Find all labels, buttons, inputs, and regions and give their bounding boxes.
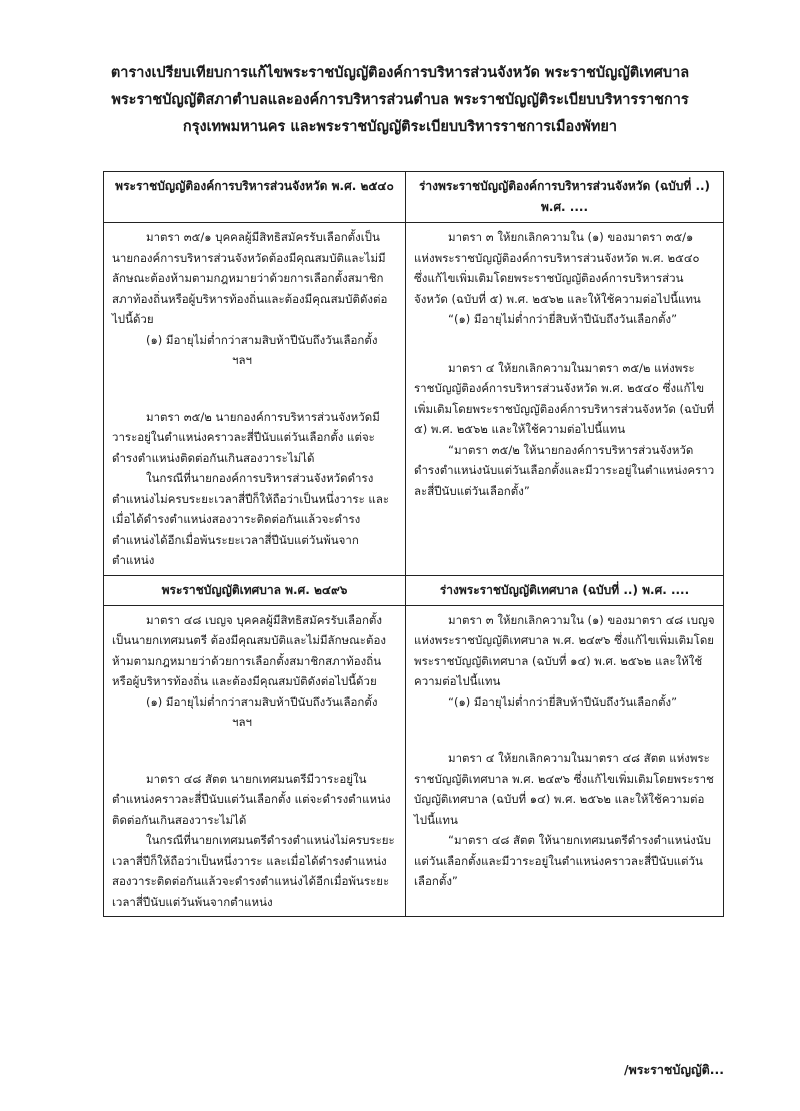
section1-left-cell	[104, 223, 406, 576]
comparison-table	[103, 171, 724, 917]
section1-left-a-etc: ฯลฯ	[232, 353, 252, 367]
section1-header-row	[104, 172, 724, 223]
section1-body-row	[104, 223, 724, 576]
section1-right-a-para: มาตรา ๓ ให้ยกเลิกความใน (๑) ของมาตรา ๓๕/๑ แห่งพระราชบัญญัติองค์การบริหารส่วนจังหวัด พ.ศ. ๒๕๔๐ ซึ่งแก้ไขเพิ่มเติมโดยพระราชบัญญัติองค์การบริหารส่วนจังหวัด (ฉบับที่ ๕) พ.ศ. ๒๕๖๒ และให้ใช้ความต่อไปนี้แทน	[414, 230, 701, 306]
section2-left-b-para1: มาตรา ๔๘ สัตต นายกเทศมนตรีมีวาระอยู่ในตำแหน่งคราวละสี่ปีนับแต่วันเลือกตั้ง แต่จะดำรงตำแหน่งติดต่อกันเกินสองวาระไม่ได้	[112, 771, 391, 827]
title-line-2: พระราชบัญญัติสภาตำบลและองค์การบริหารส่วนตำบล พระราชบัญญัติระเบียบบริหารราชการ	[111, 92, 689, 108]
section2-left-b-para2: ในกรณีที่นายกเทศมนตรีดำรงตำแหน่งไม่ครบระยะเวลาสี่ปีก็ให้ถือว่าเป็นหนึ่งวาระ และเมื่อได้ดำรงตำแหน่งสองวาระติดต่อกันแล้วจะดำรงตำแหน่งได้อีกเมื่อพ้นระยะเวลาสี่ปีนับแต่วันพ้นจากตำแหน่ง	[112, 833, 395, 909]
section1-left-b-para2: ในกรณีที่นายกองค์การบริหารส่วนจังหวัดดำรงตำแหน่งไม่ครบระยะเวลาสี่ปีก็ให้ถือว่าเป็นหนึ่งวาระ และเมื่อได้ดำรงตำแหน่งสองวาระติดต่อกันแล้วจะดำรงตำแหน่งได้อีกเมื่อพ้นระยะเวลาสี่ปีนับแต่วันพ้นจากตำแหน่ง	[112, 471, 390, 567]
section2-right-header: ร่างพระราชบัญญัติเทศบาล (ฉบับที่ ..) พ.ศ. ....	[406, 575, 724, 605]
section2-left-header: พระราชบัญญัติเทศบาล พ.ศ. ๒๔๙๖	[104, 575, 406, 605]
section2-left-a-etc: ฯลฯ	[232, 715, 252, 729]
section1-right-cell	[406, 223, 724, 576]
section2-right-b-para: มาตรา ๔ ให้ยกเลิกความในมาตรา ๔๘ สัตต แห่งพระราชบัญญัติเทศบาล พ.ศ. ๒๔๙๖ ซึ่งแก้ไขเพิ่มเติมโดยพระราชบัญญัติเทศบาล (ฉบับที่ ๑๔) พ.ศ. ๒๕๖๒ และให้ใช้ความต่อไปนี้แทน	[414, 751, 714, 827]
section2-left-a-item: (๑) มีอายุไม่ต่ำกว่าสามสิบห้าปีนับถึงวันเลือกตั้ง	[146, 694, 378, 709]
section1-left-a-para: มาตรา ๓๕/๑ บุคคลผู้มีสิทธิสมัครรับเลือกตั้งเป็นนายกองค์การบริหารส่วนจังหวัดต้องมีคุณสมบัติและไม่มีลักษณะต้องห้ามตามกฎหมายว่าด้วยการเลือกตั้งสมาชิกสภาท้องถิ่นหรือผู้บริหารท้องถิ่นและต้องมีคุณสมบัติดังต่อไปนี้ด้วย	[112, 230, 388, 326]
section2-right-b-quote: “มาตรา ๔๘ สัตต ให้นายกเทศมนตรีดำรงตำแหน่งนับแต่วันเลือกตั้งและมีวาระอยู่ในตำแหน่งคราวละสี่ปีนับแต่วันเลือกตั้ง”	[414, 833, 711, 888]
section1-right-header: ร่างพระราชบัญญัติองค์การบริหารส่วนจังหวัด (ฉบับที่ ..) พ.ศ. ....	[406, 172, 724, 223]
section2-body-row	[104, 605, 724, 917]
title-line-3: กรุงเทพมหานคร และพระราชบัญญัติระเบียบบริหารราชการเมืองพัทยา	[182, 119, 618, 135]
section2-right-a-para: มาตรา ๓ ให้ยกเลิกความใน (๑) ของมาตรา ๔๘ เบญจ แห่งพระราชบัญญัติเทศบาล พ.ศ. ๒๔๙๖ ซึ่งแก้ไขเพิ่มเติมโดยพระราชบัญญัติเทศบาล (ฉบับที่ ๑๔) พ.ศ. ๒๕๖๒ และให้ใช้ความต่อไปนี้แทน	[414, 612, 715, 688]
section1-right-b-quote: “มาตรา ๓๕/๒ ให้นายกองค์การบริหารส่วนจังหวัดดำรงตำแหน่งนับแต่วันเลือกตั้งและมีวาระอยู่ในตำแหน่งคราวละสี่ปีนับแต่วันเลือกตั้ง”	[414, 442, 715, 498]
section1-left-header: พระราชบัญญัติองค์การบริหารส่วนจังหวัด พ.ศ. ๒๕๔๐	[104, 172, 406, 223]
document-title	[70, 60, 730, 141]
section2-header-row	[104, 575, 724, 605]
section2-right-a-quote: “(๑) มีอายุไม่ต่ำกว่ายี่สิบห้าปีนับถึงวันเลือกตั้ง”	[448, 694, 678, 709]
section2-left-cell	[104, 605, 406, 917]
section1-right-a-quote: “(๑) มีอายุไม่ต่ำกว่ายี่สิบห้าปีนับถึงวันเลือกตั้ง”	[448, 312, 678, 326]
section2-left-a-para: มาตรา ๔๘ เบญจ บุคคลผู้มีสิทธิสมัครรับเลือกตั้งเป็นนายกเทศมนตรี ต้องมีคุณสมบัติและไม่มีลักษณะต้องห้ามตามกฎหมายว่าด้วยการเลือกตั้งสมาชิกสภาท้องถิ่นหรือผู้บริหารท้องถิ่น และต้องมีคุณสมบัติดังต่อไปนี้ด้วย	[112, 612, 386, 688]
continued-footer: /พระราชบัญญัติ...	[623, 1062, 724, 1077]
section1-right-b-para: มาตรา ๔ ให้ยกเลิกความในมาตรา ๓๕/๒ แห่งพระราชบัญญัติองค์การบริหารส่วนจังหวัด พ.ศ. ๒๕๔๐ ซึ่งแก้ไขเพิ่มเติมโดยพระราชบัญญัติองค์การบริหารส่วนจังหวัด (ฉบับที่ ๕) พ.ศ. ๒๕๖๒ และให้ใช้ความต่อไปนี้แทน	[414, 360, 715, 436]
section2-right-cell	[406, 605, 724, 917]
section1-left-a-item: (๑) มีอายุไม่ต่ำกว่าสามสิบห้าปีนับถึงวันเลือกตั้ง	[146, 332, 378, 347]
title-line-1: ตารางเปรียบเทียบการแก้ไขพระราชบัญญัติองค์การบริหารส่วนจังหวัด พระราชบัญญัติเทศบาล	[110, 65, 690, 81]
section1-left-b-para1: มาตรา ๓๕/๒ นายกองค์การบริหารส่วนจังหวัดมีวาระอยู่ในตำแหน่งคราวละสี่ปีนับแต่วันเลือกตั้ง แต่จะดำรงตำแหน่งติดต่อกันเกินสองวาระไม่ได้	[112, 409, 380, 465]
